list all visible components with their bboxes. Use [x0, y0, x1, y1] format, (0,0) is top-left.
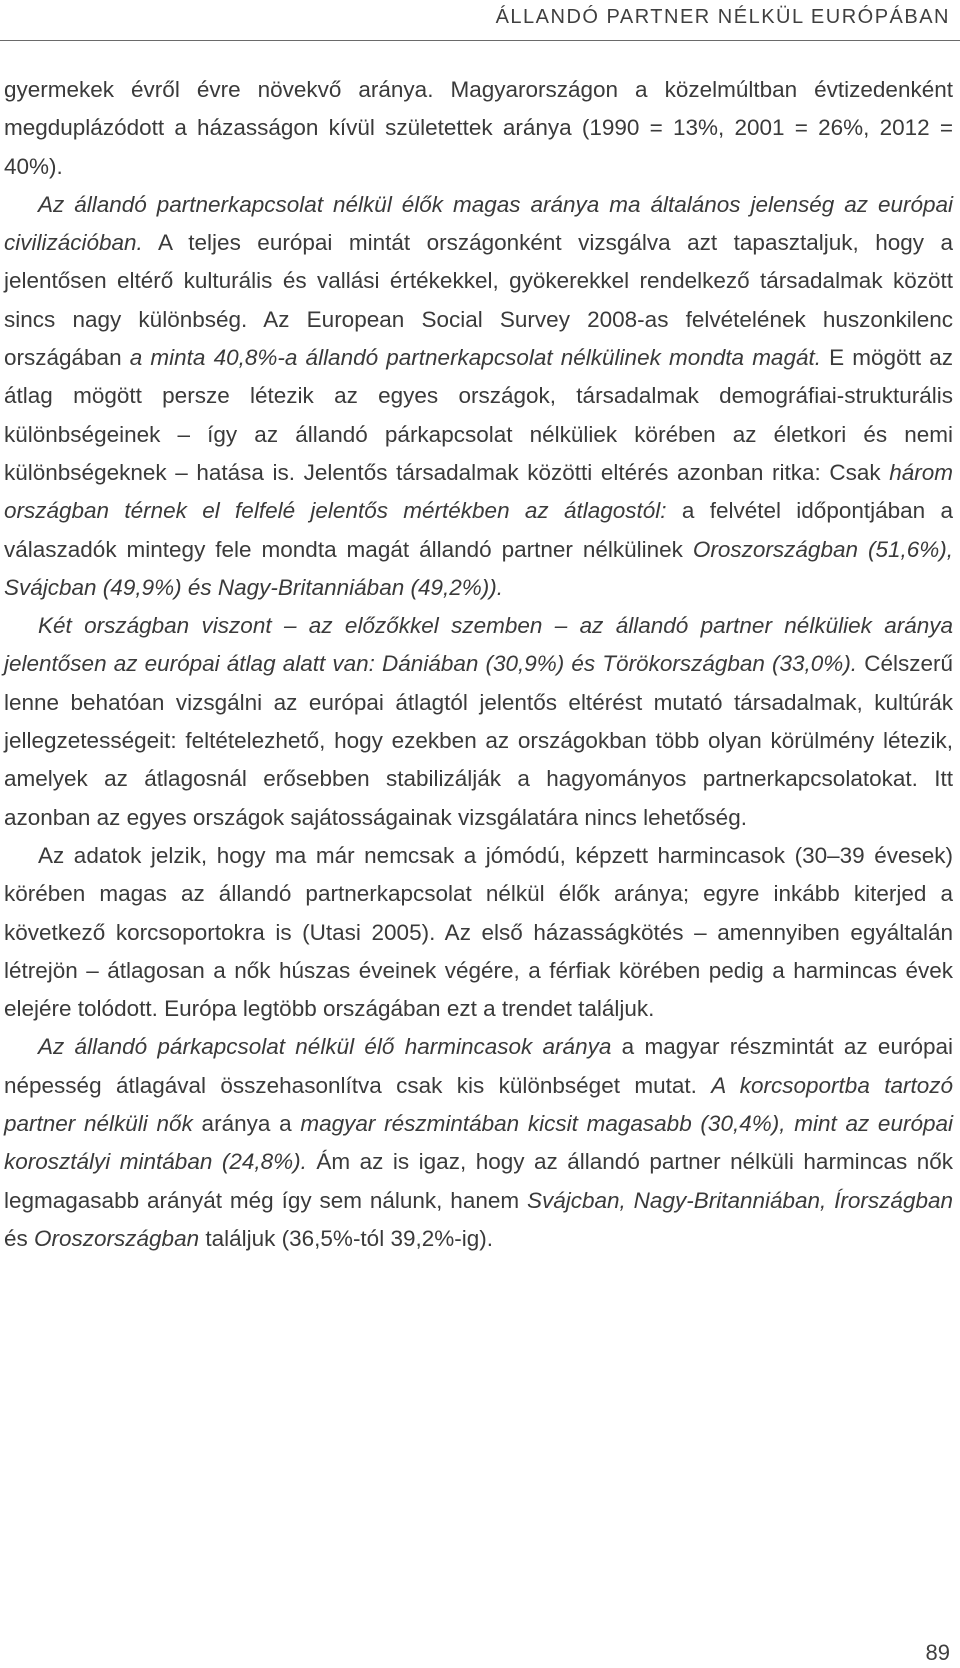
- paragraph: [4, 71, 953, 186]
- running-header: ÁLLANDÓ PARTNER NÉLKÜL EURÓPÁBAN: [495, 6, 950, 28]
- text-run: találjuk (36,5%-tól 39,2%-ig).: [199, 1225, 493, 1251]
- emphasized-text: három országban térnek el felfelé jelentős mértékben az átlagostól:: [4, 459, 953, 524]
- text-run: Az adatok jelzik, hogy ma már nemcsak a jómódú, képzett harmincasok (30–39 évesek) körében magas az állandó partnerkapcsolat nélkül élők aránya; egyre inkább kiterjed a következő korcsoportokra is (Utasi 2005). Az első házasságkötés – amennyiben egyáltalán létrejön – átlagosan a nők húszas éveinek végére, a férfiak körében pedig a harmincas évek elejére tolódott. Európa legtöbb országában ezt a trendet találjuk.: [4, 842, 953, 1022]
- text-run: és: [4, 1225, 35, 1251]
- emphasized-text: A korcsoportba tartozó partner nélküli nők: [4, 1072, 953, 1137]
- emphasized-text: Két országban viszont – az előzőkkel szemben – az állandó partner nélküliek aránya jelentősen az európai átlag alatt van: Dániában (30,9%) és Törökországban (33,0%).: [4, 613, 953, 677]
- text-run: aránya a: [192, 1111, 301, 1137]
- emphasized-text: Az állandó partnerkapcsolat nélkül élők magas aránya ma általános jelenség az európai civilizációban.: [4, 191, 953, 256]
- paragraph: [4, 607, 953, 837]
- emphasized-text: Oroszországban: [34, 1225, 200, 1251]
- emphasized-text: Az állandó párkapcsolat nélkül élő harmincasok aránya: [38, 1034, 612, 1060]
- text-run: Célszerű lenne behatóan vizsgálni az európai átlagtól jelentős eltérést mutató társadalmak, kultúrák jellegzetességeit: feltételezhető, hogy ezekben az országokban több olyan körülmény létezik, amelyek az átlagosnál erősebben stabilizálják a hagyományos partnerkapcsolatokat. Itt azonban az egyes országok sajátosságainak vizsgálatára nincs lehetőség.: [4, 651, 953, 830]
- text-run: A teljes európai mintát országonként vizsgálva azt tapasztaljuk, hogy a jelentősen eltérő kulturális és vallási értékekkel, gyökerekkel rendelkező társadalmak között sincs nagy különbség. Az European Social Survey 2008-as felvételének huszonkilenc országában: [4, 230, 953, 371]
- text-run: a magyar részmintát az európai népesség átlagával összehasonlítva csak kis különbséget mutat.: [4, 1034, 953, 1098]
- page-number: 89: [925, 1640, 950, 1665]
- paragraph: [4, 186, 953, 607]
- text-run: gyermekek évről évre növekvő aránya. Magyarországon a közelmúltban évtizedenként megduplázódott a házasságon kívül születettek aránya (1990 = 13%, 2001 = 26%, 2012 = 40%).: [4, 77, 953, 179]
- body-text: [4, 71, 953, 1258]
- paragraph: [4, 1028, 953, 1258]
- text-run: Ám az is igaz, hogy az állandó partner nélküli harmincas nők legmagasabb arányát még így sem nálunk, hanem: [4, 1149, 953, 1213]
- emphasized-text: magyar részmintában kicsit magasabb (30,4%), mint az európai korosztályi mintában (24,8%).: [4, 1111, 953, 1175]
- header-divider: [0, 40, 960, 41]
- paragraph: [4, 837, 953, 1028]
- emphasized-text: Svájcban, Nagy-Britanniában, Írországban: [526, 1187, 953, 1213]
- text-run: E mögött az átlag mögött persze létezik az egyes országok, társadalmak demográfiai-strukturális különbségeinek – így az állandó párkapcsolat nélküliek körében az életkori és nemi különbségeknek – hatása is. Jelentős társadalmak közötti eltérés azonban ritka: Csak: [4, 345, 954, 485]
- emphasized-text: Oroszországban (51,6%), Svájcban (49,9%) és Nagy-Britanniában (49,2%)).: [4, 536, 953, 600]
- emphasized-text: a minta 40,8%-a állandó partnerkapcsolat nélkülinek mondta magát.: [129, 345, 821, 371]
- text-run: a felvétel időpontjában a válaszadók mintegy fele mondta magát állandó partner nélkülinek: [4, 498, 953, 562]
